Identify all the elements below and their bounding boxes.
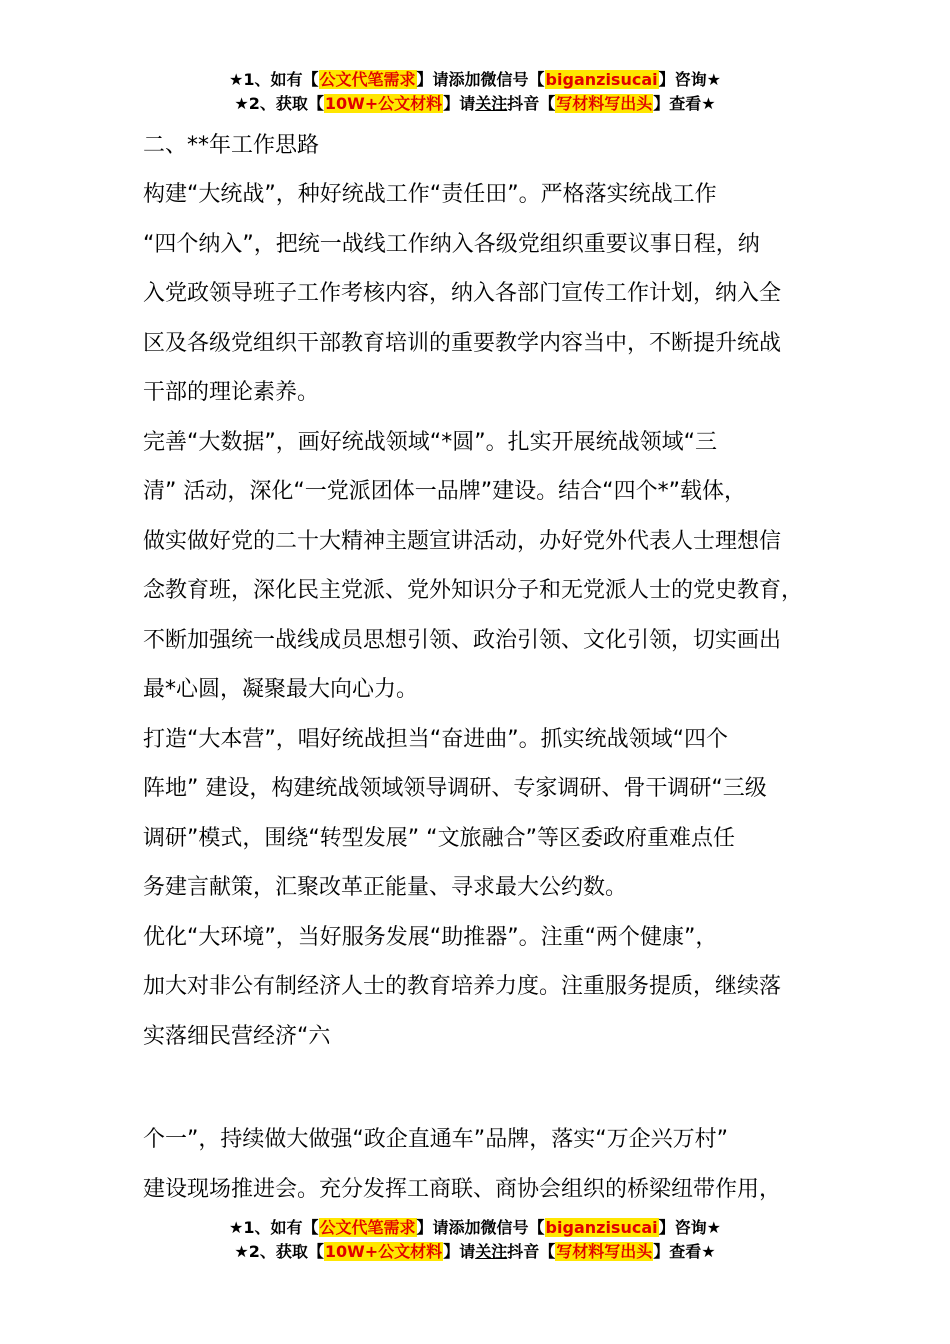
paragraph [143, 715, 833, 913]
text-line: 不断加强统一战线成员思想引领、政治引领、文化引领，切实画出 [143, 627, 782, 653]
banner-line-1 [0, 1216, 950, 1240]
wechat-id-highlight: biganzisucai [545, 70, 658, 89]
paragraph [143, 913, 833, 1062]
banner-line-1 [0, 68, 950, 92]
paragraph [143, 1115, 833, 1214]
douyin-highlight: 写材料写出头 [556, 94, 653, 113]
paragraph [143, 170, 833, 418]
bottom-banner [0, 1216, 950, 1264]
text-line: 做实做好党的二十大精神主题宣讲活动，办好党外代表人士理想信 [143, 528, 782, 554]
banner-text: ★1、如有【 [229, 70, 319, 89]
banner-highlight: 公文代笔需求 [319, 70, 416, 89]
text-line: 个一”，持续做大做强“政企直通车”品牌，落实“万企兴万村” [143, 1127, 728, 1152]
text-line: 入党政领导班子工作考核内容，纳入各部门宣传工作计划，纳入全 [143, 281, 782, 306]
text-line: 清” 活动，深化“一党派团体一品牌”建设。结合“四个*”载体， [143, 479, 746, 504]
banner-text: 】请添加微信号【 [416, 70, 545, 89]
banner-text: 抖音【 [507, 94, 556, 113]
text-line: 调研”模式，围绕“转型发展” “文旅融合”等区委政府重难点任 [143, 825, 735, 851]
banner-highlight: 公文代笔需求 [319, 1218, 416, 1237]
banner-text: 】请 [443, 94, 476, 113]
douyin-highlight: 写材料写出头 [556, 1242, 653, 1261]
text-line: 加大对非公有制经济人士的教育培养力度。注重服务提质，继续落 [143, 974, 782, 999]
banner-highlight: 10W+公文材料 [324, 94, 443, 113]
banner-text: 抖音【 [507, 1242, 556, 1261]
text-line: 阵地” 建设，构建统战领域领导调研、专家调研、骨干调研“三级 [143, 776, 767, 801]
banner-text: 】查看★ [653, 1242, 716, 1261]
banner-line-2 [0, 92, 950, 116]
banner-text: 】咨询★ [658, 1218, 721, 1237]
text-line: 干部的理论素养。 [143, 380, 320, 405]
text-line: 最*心圆，凝聚最大向心力。 [143, 677, 419, 702]
document-body [143, 170, 833, 1061]
text-line: 区及各级党组织干部教育培训的重要教学内容当中，不断提升统战 [143, 330, 782, 356]
banner-emphasis: 关注 [475, 1242, 508, 1261]
paragraph [143, 418, 833, 715]
banner-text: ★2、获取【 [234, 1242, 324, 1261]
wechat-id-highlight: biganzisucai [545, 1218, 658, 1237]
banner-text: 】请 [443, 1242, 476, 1261]
text-line: 念教育班，深化民主党派、党外知识分子和无党派人士的党史教育， [143, 578, 804, 603]
document-body-continued [143, 1115, 833, 1214]
banner-highlight: 10W+公文材料 [324, 1242, 443, 1261]
text-line: 务建言献策，汇聚改革正能量、寻求最大公约数。 [143, 875, 628, 900]
banner-text: 】咨询★ [658, 70, 721, 89]
text-line: 构建“大统战”，种好统战工作“责任田”。严格落实统战工作 [143, 182, 717, 207]
text-line: 完善“大数据”，画好统战领域“*圆”。扎实开展统战领域“三 [143, 429, 717, 455]
text-line: 优化“大环境”，当好服务发展“助推器”。注重“两个健康”， [143, 924, 718, 950]
section-heading: 二、**年工作思路 [143, 133, 320, 158]
text-line: “四个纳入”，把统一战线工作纳入各级党组织重要议事日程，纳 [143, 231, 760, 257]
banner-text: ★2、获取【 [234, 94, 324, 113]
text-line: 建设现场推进会。充分发挥工商联、商协会组织的桥梁纽带作用， [143, 1176, 782, 1202]
text-line: 打造“大本营”，唱好统战担当“奋进曲”。抓实统战领域“四个 [143, 726, 728, 752]
banner-line-2 [0, 1240, 950, 1264]
banner-text: ★1、如有【 [229, 1218, 319, 1237]
banner-emphasis: 关注 [475, 94, 508, 113]
text-line: 实落细民营经济“六 [143, 1023, 331, 1049]
banner-text: 】请添加微信号【 [416, 1218, 545, 1237]
top-banner [0, 68, 950, 116]
banner-text: 】查看★ [653, 94, 716, 113]
